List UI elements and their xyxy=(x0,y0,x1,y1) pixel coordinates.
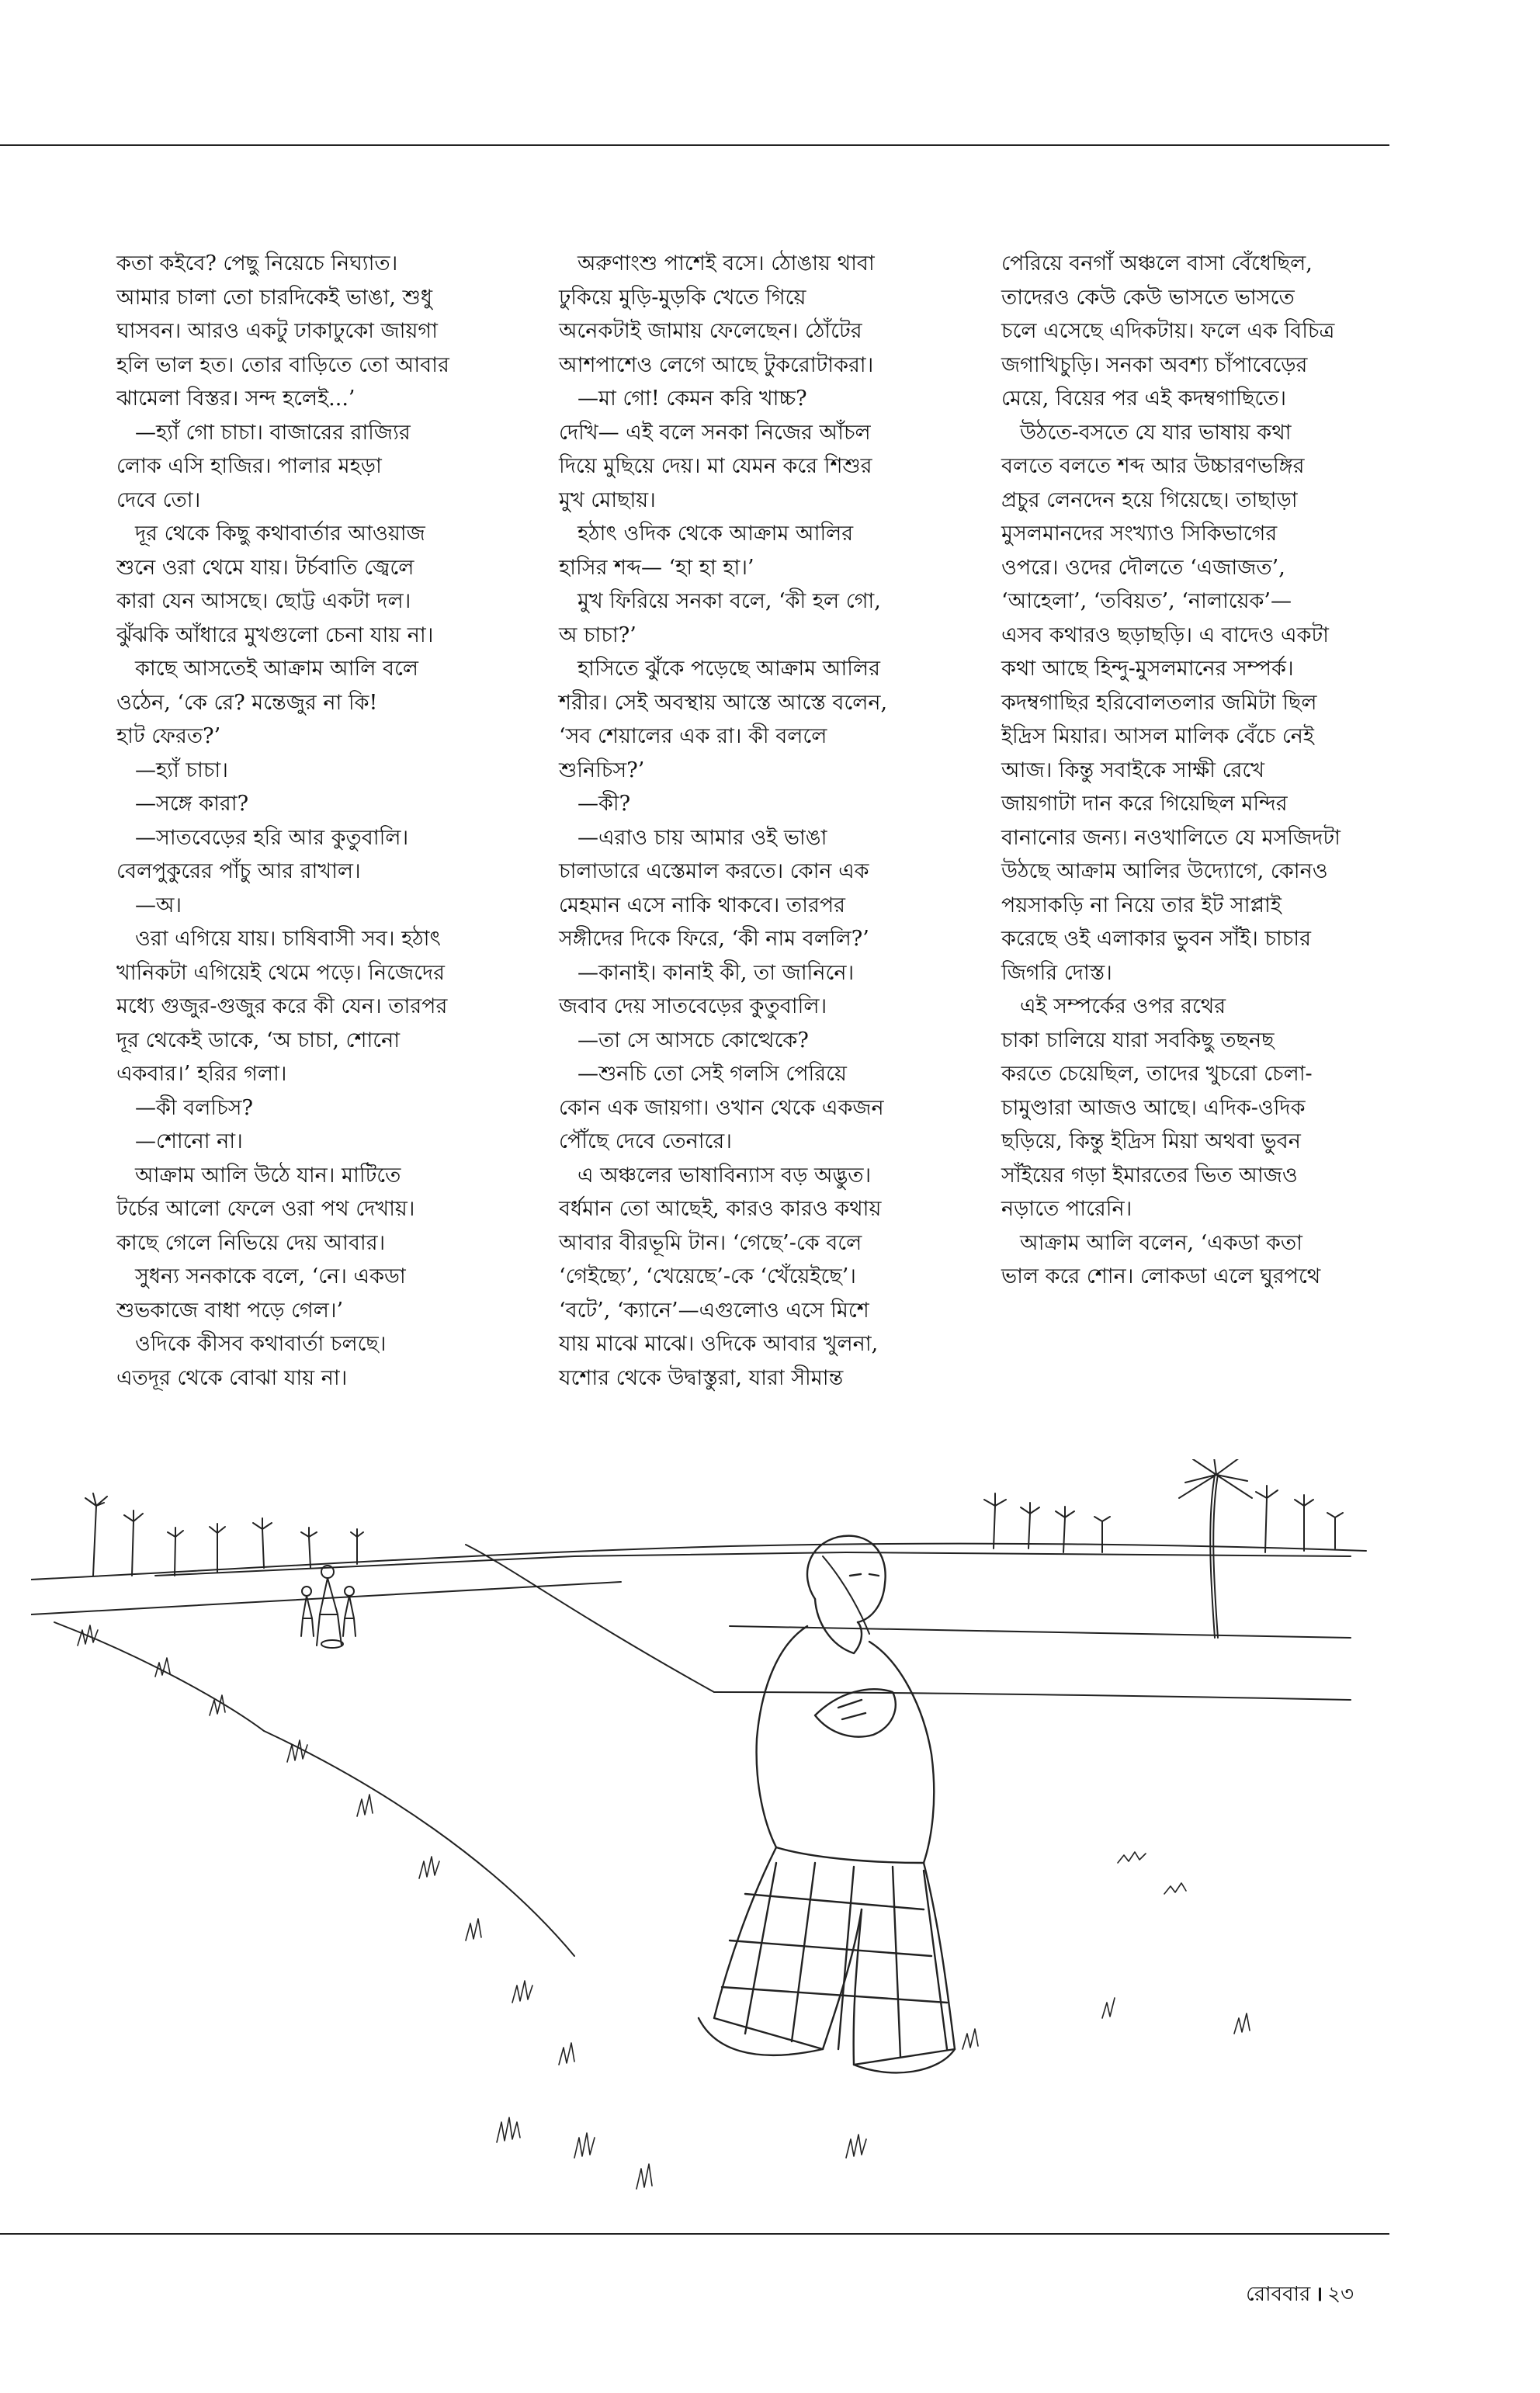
text-line: মুখ মোছায়। xyxy=(559,487,656,512)
text-line: চালাডারে এস্তেমাল করতে। কোন এক xyxy=(559,859,869,883)
text-line: ওরা এগিয়ে যায়। চাষিবাসী সব। হঠাৎ xyxy=(135,927,441,951)
text-line: দূর থেকে কিছু কথাবার্তার আওয়াজ xyxy=(135,522,425,546)
text-line: খানিকটা এগিয়েই থেমে পড়ে। নিজেদের xyxy=(116,960,446,985)
text-line: ঘাসবন। আরও একটু ঢাকাঢুকো জায়গা xyxy=(116,319,438,343)
text-line: মেহমান এসে নাকি থাকবে। তারপর xyxy=(559,893,846,917)
text-line: অনেকটাই জামায় ফেলেছেন। ঠোঁটের xyxy=(559,319,862,343)
magazine-name: রোববার xyxy=(1246,2283,1311,2306)
text-line: করেছে ওই এলাকার ভুবন সাঁই। চাচার xyxy=(1001,927,1311,951)
text-line: আবার বীরভূমি টান। ‘গেছে’-কে বলে xyxy=(559,1230,862,1255)
text-line: আক্রাম আলি বলেন, ‘একডা কতা xyxy=(1020,1230,1302,1255)
text-line: এ অঞ্চলের ভাষাবিন্যাস বড় অদ্ভুত। xyxy=(578,1163,872,1188)
text-line: চামুণ্ডারা আজও আছে। এদিক-ওদিক xyxy=(1001,1095,1306,1120)
text-line: মুখ ফিরিয়ে সনকা বলে, ‘কী হল গো, xyxy=(578,589,881,613)
text-line: —অ। xyxy=(135,893,182,917)
palm-trees-right xyxy=(984,1486,1343,1552)
text-line: ওদিকে কীসব কথাবার্তা চলছে। xyxy=(135,1332,387,1356)
text-line: —কানাই। কানাই কী, তা জানিনে। xyxy=(578,960,855,985)
text-line: কদম্বগাছির হরিবোলতলার জমিটা ছিল xyxy=(1001,690,1317,715)
field-lines xyxy=(31,1544,1366,1956)
text-line: আজ। কিন্তু সবাইকে সাক্ষী রেখে xyxy=(1001,758,1264,782)
text-line: কোন এক জায়গা। ওখান থেকে একজন xyxy=(559,1095,884,1120)
text-line: শরীর। সেই অবস্থায় আস্তে আস্তে বলেন, xyxy=(559,690,888,715)
text-line: উঠছে আক্রাম আলির উদ্যোগে, কোনও xyxy=(1001,859,1328,883)
text-line: হাট ফেরত?’ xyxy=(116,724,221,748)
text-line: পয়সাকড়ি না নিয়ে তার ইট সাপ্লাই xyxy=(1001,893,1282,917)
text-line: —সঙ্গে কারা? xyxy=(135,792,249,816)
text-line: ‘গেইছ্যে’, ‘খেয়েছে’-কে ‘খেঁয়েইছে’। xyxy=(559,1264,856,1288)
text-line: —এরাও চায় আমার ওই ভাঙা xyxy=(578,825,827,850)
text-line: —হ্যাঁ চাচা। xyxy=(135,758,228,782)
text-line: যায় মাঝে মাঝে। ওদিকে আবার খুলনা, xyxy=(559,1332,879,1356)
text-line: —মা গো! কেমন করি খাচ্চ? xyxy=(578,387,807,411)
text-line: আশপাশেও লেগে আছে টুকরোটাকরা। xyxy=(559,352,874,377)
text-line: ‘বটে’, ‘ক্যানে’—এগুলোও এসে মিশে xyxy=(559,1298,869,1323)
text-line: পেরিয়ে বনগাঁ অঞ্চলে বাসা বেঁধেছিল, xyxy=(1001,251,1313,276)
text-line: কারা যেন আসছে। ছোট্ট একটা দল। xyxy=(116,589,411,613)
text-line: যশোর থেকে উদ্বাস্তুরা, যারা সীমান্ত xyxy=(559,1365,844,1390)
text-line: আমার চালা তো চারদিকেই ভাঙা, শুধু xyxy=(116,285,432,310)
text-line: লোক এসি হাজির। পালার মহড়া xyxy=(116,454,382,478)
text-line: ‘সব শেয়ালের এক রা। কী বললে xyxy=(559,724,827,748)
grass xyxy=(78,1625,1250,2189)
distant-figures xyxy=(301,1566,356,1648)
text-line: আক্রাম আলি উঠে যান। মাটিতে xyxy=(135,1163,401,1188)
text-line: দেবে তো। xyxy=(116,487,201,512)
page-number: ২৩ xyxy=(1327,2283,1354,2306)
text-line: সঙ্গীদের দিকে ফিরে, ‘কী নাম বললি?’ xyxy=(559,927,869,951)
text-line: হাসির শব্দ— ‘হা হা হা।’ xyxy=(559,555,754,580)
text-line: —সাতবেড়ের হরি আর কুতুবালি। xyxy=(135,825,409,850)
text-line: সাঁইয়ের গড়া ইমারতের ভিত আজও xyxy=(1001,1163,1298,1188)
text-line: সুধন্য সনকাকে বলে, ‘নে। একডা xyxy=(135,1264,406,1288)
text-line: তাদেরও কেউ কেউ ভাসতে ভাসতে xyxy=(1001,285,1295,310)
text-line: —কী বলচিস? xyxy=(135,1095,253,1120)
text-line: বলতে বলতে শব্দ আর উচ্চারণভঙ্গির xyxy=(1001,454,1305,478)
text-column-1 xyxy=(116,247,520,1395)
text-line: দেখি— এই বলে সনকা নিজের আঁচল xyxy=(559,420,871,445)
text-line: কাছে গেলে নিভিয়ে দেয় আবার। xyxy=(116,1230,386,1255)
article-body xyxy=(116,247,1397,1427)
text-line: ইদ্রিস মিয়ার। আসল মালিক বেঁচে নেই xyxy=(1001,724,1314,748)
text-line: —কী? xyxy=(578,792,631,816)
text-line: টর্চের আলো ফেলে ওরা পথ দেখায়। xyxy=(116,1197,415,1221)
text-line: শুভকাজে বাধা পড়ে গেল।’ xyxy=(116,1298,344,1323)
text-line: জায়গাটা দান করে গিয়েছিল মন্দির xyxy=(1001,792,1288,816)
text-line: বানানোর জন্য। নওখালিতে যে মসজিদটা xyxy=(1001,825,1341,850)
text-line: অরুণাংশু পাশেই বসে। ঠোঙায় থাবা xyxy=(578,251,875,276)
page-footer xyxy=(1246,2278,1354,2312)
tall-palm-tree xyxy=(1179,1459,1252,1638)
text-line: হাসিতে ঝুঁকে পড়েছে আক্রাম আলির xyxy=(578,657,880,681)
text-line: এসব কথারও ছড়াছড়ি। এ বাদেও একটা xyxy=(1001,623,1330,647)
text-line: দিয়ে মুছিয়ে দেয়। মা যেমন করে শিশুর xyxy=(559,454,872,478)
text-line: ঝুঁঝকি আঁধারে মুখগুলো চেনা যায় না। xyxy=(116,623,434,647)
text-line: —তা সে আসচে কোত্থেকে? xyxy=(578,1028,809,1053)
text-line: মেয়ে, বিয়ের পর এই কদম্বগাছিতে। xyxy=(1001,387,1287,411)
text-line: দূর থেকেই ডাকে, ‘অ চাচা, শোনো xyxy=(116,1028,401,1053)
text-line: শুনে ওরা থেমে যায়। টর্চবাতি জ্বেলে xyxy=(116,555,414,580)
text-line: কথা আছে হিন্দু-মুসলমানের সম্পর্ক। xyxy=(1001,657,1294,681)
text-line: মধ্যে গুজুর-গুজুর করে কী যেন। তারপর xyxy=(116,994,448,1018)
bottom-rule xyxy=(0,2233,1389,2235)
kneeling-man xyxy=(699,1536,955,2073)
text-line: কতা কইবে? পেছু নিয়েচে নিঘ্যাত। xyxy=(116,251,398,276)
text-line: জগাখিচুড়ি। সনকা অবশ্য চাঁপাবেড়ের xyxy=(1001,352,1308,377)
text-column-3 xyxy=(1001,247,1405,1294)
text-line: ভাল করে শোন। লোকডা এলে ঘুরপথে xyxy=(1001,1264,1321,1288)
text-line: নড়াতে পারেনি। xyxy=(1001,1197,1132,1221)
text-line: বেলপুকুরের পাঁচু আর রাখাল। xyxy=(116,859,361,883)
text-line: প্রচুর লেনদেন হয়ে গিয়েছে। তাছাড়া xyxy=(1001,487,1298,512)
text-line: বর্ধমান তো আছেই, কারও কারও কথায় xyxy=(559,1197,882,1221)
text-line: এতদূর থেকে বোঝা যায় না। xyxy=(116,1365,348,1390)
text-line: ওঠেন, ‘কে রে? মন্তেজুর না কি! xyxy=(116,690,378,715)
text-line: —শুনচি তো সেই গলসি পেরিয়ে xyxy=(578,1062,847,1086)
text-line: জবাব দেয় সাতবেড়ের কুতুবালি। xyxy=(559,994,827,1018)
text-line: একবার।’ হরির গলা। xyxy=(116,1062,287,1086)
text-line: জিগরি দোস্ত। xyxy=(1001,960,1112,985)
text-line: চাকা চালিয়ে যারা সবকিছু তছনছ xyxy=(1001,1028,1275,1053)
text-line: মুসলমানদের সংখ্যাও সিকিভাগের xyxy=(1001,522,1278,546)
text-line: ছড়িয়ে, কিন্তু ইদ্রিস মিয়া অথবা ভুবন xyxy=(1001,1129,1301,1153)
story-illustration xyxy=(31,1459,1389,2228)
text-line: —শোনো না। xyxy=(135,1129,243,1153)
text-line: উঠতে-বসতে যে যার ভাষায় কথা xyxy=(1020,420,1292,445)
text-line: পৌঁছে দেবে তেনারে। xyxy=(559,1129,732,1153)
text-line: এই সম্পর্কের ওপর রথের xyxy=(1020,994,1226,1018)
text-line: চলে এসেছে এদিকটায়। ফলে এক বিচিত্র xyxy=(1001,319,1335,343)
footer-separator: । xyxy=(1315,2283,1323,2306)
text-line: হঠাৎ ওদিক থেকে আক্রাম আলির xyxy=(578,522,854,546)
text-column-2 xyxy=(559,247,962,1395)
text-line: হলি ভাল হত। তোর বাড়িতে তো আবার xyxy=(116,352,449,377)
top-rule xyxy=(0,144,1389,146)
text-line: অ চাচা?’ xyxy=(559,623,636,647)
text-line: ওপরে। ওদের দৌলতে ‘এজাজত’, xyxy=(1001,555,1285,580)
text-line: ‘আহেলা’, ‘তবিয়ত’, ‘নালায়েক’— xyxy=(1001,589,1292,613)
text-line: শুনিচিস?’ xyxy=(559,758,645,782)
text-line: ঝামেলা বিস্তর। সন্দ হলেই...’ xyxy=(116,387,356,411)
text-line: করতে চেয়েছিল, তাদের খুচরো চেলা- xyxy=(1001,1062,1313,1086)
text-line: ঢুকিয়ে মুড়ি-মুড়কি খেতে গিয়ে xyxy=(559,285,806,310)
text-line: কাছে আসতেই আক্রাম আলি বলে xyxy=(135,657,418,681)
text-line: —হ্যাঁ গো চাচা। বাজারের রাজ্যির xyxy=(135,420,411,445)
